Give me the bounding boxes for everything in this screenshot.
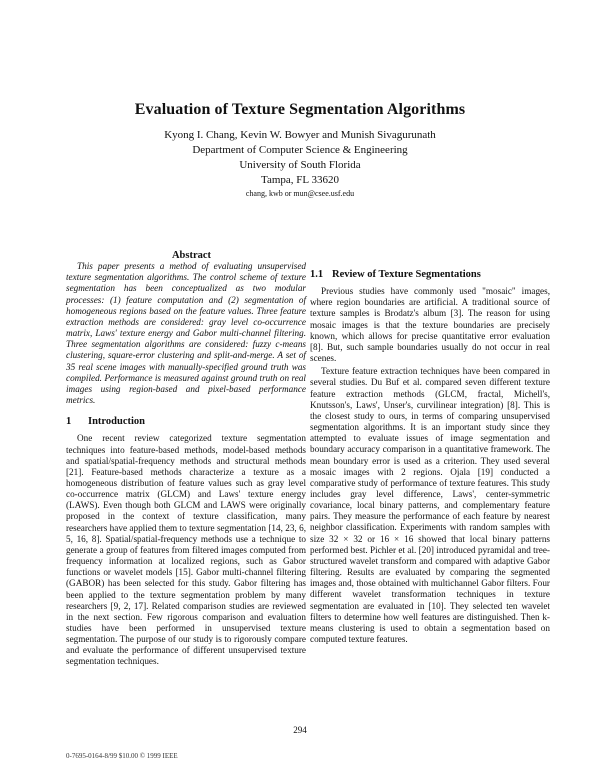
review-paragraph-2: Texture feature extraction techniques have been compared in several studies. Du Buf et al. compared seven different texture feature extraction methods (GLCM, fractal, Michell's, Knutsson's, Laws', Unser's, curvilinear integration) [8]. This is the closest study to ours, in terms of comparing unsupervised segmentation algorithms. It is an important study since they attempted to evaluate issues of image segmentation and boundary accuracy comparison in a quantitative framework. The mean boundary error is used as a criterion. They used several mosaic images with 2 regions. Ojala [19] conducted a comparative study of performance of texture features. This study includes gray level difference, Laws', center-symmetric covariance, local binary patterns, and complementary feature pairs. They measure the performance of each feature by nearest neighbor classification. Experiments with random samples with size 32 × 32 or 16 × 16 showed that local binary patterns performed best. Pichler et al. [20] introduced pyramidal and tree-structured wavelet transform and compared with adaptive Gabor filtering. Results are evaluated by comparing the segmented images and, those obtained with multichannel Gabor filters. Four different wavelet transformation techniques in texture segmentation are evaluated in [10]. They selected ten wavelet filters to determine how well features are distinguished. Then k-means clustering is used to obtain a segmentation based on computed texture features. bbox=[310, 366, 550, 644]
author-department: Department of Computer Science & Engineering bbox=[192, 144, 408, 156]
left-column bbox=[66, 250, 306, 668]
subsection-number: 1.1 bbox=[310, 269, 324, 280]
copyright-footer: 0-7695-0164-8/99 $10.00 © 1999 IEEE bbox=[66, 752, 178, 760]
section-title: Introduction bbox=[88, 416, 145, 428]
author-names: Kyong I. Chang, Kevin W. Bowyer and Munish Sivagurunath bbox=[164, 129, 436, 141]
section-number: 1 bbox=[66, 416, 72, 428]
author-city: Tampa, FL 33620 bbox=[261, 174, 339, 186]
abstract-text: This paper presents a method of evaluating unsupervised texture segmentation algorithms. The control scheme of texture segmentation has been conceptualized as two modular processes: (1) feature computation and (2) segmentation of homogeneous regions based on the feature values. Three feature extraction methods are considered: gray level co-occurrence matrix, Laws' texture energy and Gabor multi-channel filtering. Three segmentation algorithms are considered: fuzzy c-means clustering, square-error clustering and split-and-merge. A set of 35 real scene images with manually-specified ground truth was compiled. Performance is measured against ground truth on real images using region-based and pixel-based performance metrics. bbox=[66, 261, 306, 406]
author-block bbox=[0, 128, 600, 200]
section-heading-introduction bbox=[66, 416, 306, 427]
subsection-title: Review of Texture Segmentations bbox=[332, 269, 481, 280]
author-email: chang, kwb or mun@csee.usf.edu bbox=[245, 189, 355, 198]
author-university: University of South Florida bbox=[239, 159, 361, 171]
subsection-heading-review bbox=[310, 269, 550, 280]
paper-title: Evaluation of Texture Segmentation Algorithms bbox=[134, 101, 466, 118]
right-column bbox=[310, 243, 550, 645]
introduction-paragraph: One recent review categorized texture segmentation techniques into feature-based methods, model-based methods and spatial/spatial-frequency methods and structural methods [21]. Feature-based methods characterize a texture as a homogeneous distribution of feature values such as gray level co-occurrence matrix (GLCM) and Laws' texture energy (LAWS). Even though both GLCM and LAWS were originally proposed in the context of texture classification, many researchers have applied them to texture segmentation [14, 23, 6, 5, 16, 8]. Spatial/spatial-frequency methods use a technique to generate a group of features from filtered images computed from frequency information at localized regions, such as Gabor functions or wavelet models [15]. Gabor multi-channel filtering (GABOR) has been selected for this study. Gabor filtering has been applied to the texture segmentation problem by many researchers [9, 2, 17]. Related comparison studies are reviewed in the next section. Few rigorous comparison and evaluation studies have been performed in unsupervised texture segmentation. The purpose of our study is to rigorously compare and evaluate the performance of different unsupervised texture segmentation techniques. bbox=[66, 433, 306, 667]
page-number: 294 bbox=[293, 725, 307, 735]
abstract-heading: Abstract bbox=[171, 250, 212, 261]
review-paragraph-1: Previous studies have commonly used "mosaic" images, where region boundaries are artificial. A traditional source of texture samples is Brodatz's album [3]. The reason for using mosaic images is that the texture boundaries are precisely known, which allows for precise quantitative error evaluation [8]. But, such sample boundaries usually do not occur in real scenes. bbox=[310, 286, 550, 364]
